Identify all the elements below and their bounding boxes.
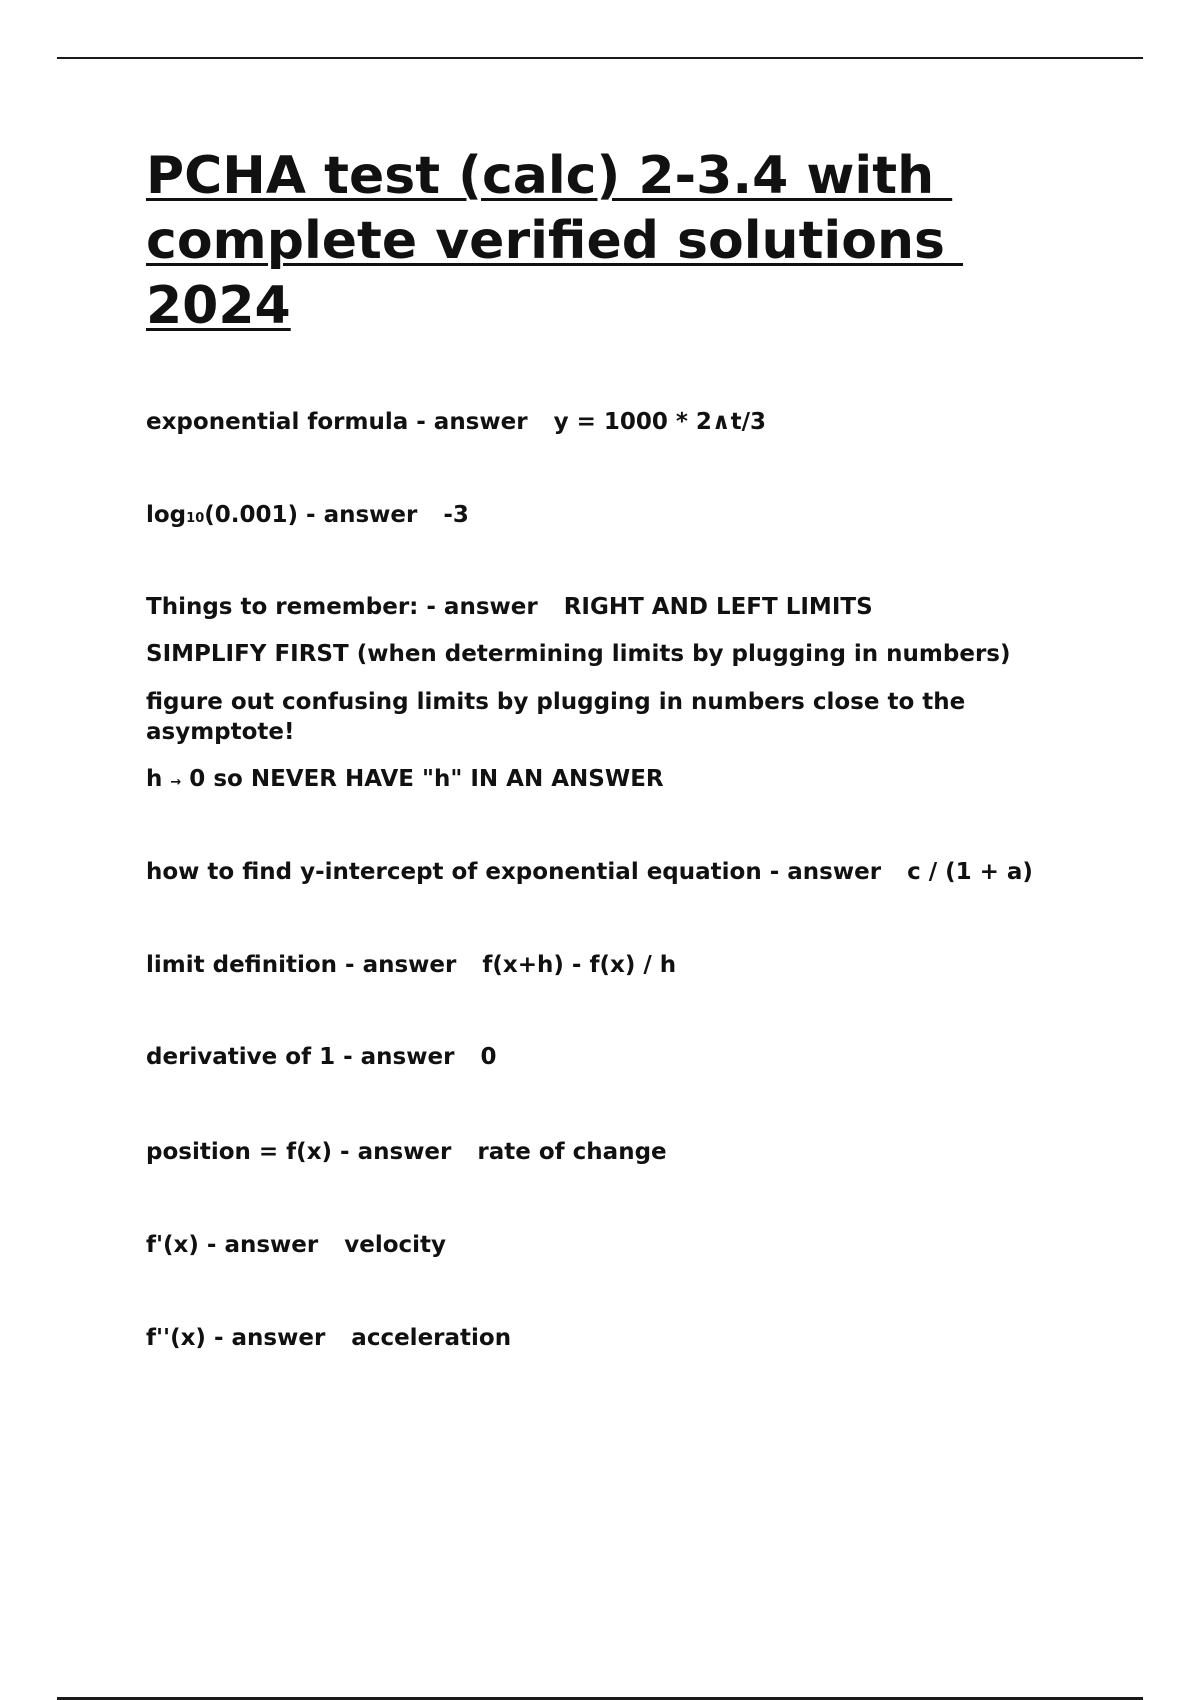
answer-text: rate of change [477,1139,667,1165]
qa-item-y-intercept [146,857,1033,887]
answer-text: RIGHT AND LEFT LIMITS [563,594,873,620]
qa-item-log [146,500,469,534]
answer-continuation [146,764,664,798]
answer-text: f(x+h) - f(x) / h [482,952,677,978]
answer-text: y = 1000 * 2∧t/3 [553,409,766,435]
qa-item-first-derivative [146,1230,446,1260]
question-text: derivative of 1 - answer [146,1044,455,1070]
answer-text: 0 so NEVER HAVE "h" IN AN ANSWER [181,766,664,792]
answer-continuation: SIMPLIFY FIRST (when determining limits by plugging in numbers) [146,641,1011,667]
question-text: position = f(x) - answer [146,1139,452,1165]
question-text: f'(x) - answer [146,1232,319,1258]
qa-item-second-derivative [146,1323,511,1353]
answer-text: acceleration [351,1325,512,1351]
answer-text: h [146,766,171,792]
question-text: how to find y-intercept of exponential equation - answer [146,859,882,885]
answer-text: -3 [443,502,469,528]
log-subscript: 10 [186,511,205,526]
title-line: 2024 [146,276,291,336]
answer-continuation: figure out confusing limits by plugging in numbers close to the asymptote! [146,689,966,745]
title-line: complete verified solutions [146,211,964,271]
question-text: exponential formula - answer [146,409,528,435]
question-text: limit definition - answer [146,952,457,978]
answer-text: velocity [344,1232,447,1258]
qa-item-limit-definition [146,950,676,980]
top-rule [57,57,1143,59]
question-text: (0.001) - answer [204,502,418,528]
answer-text: 0 [480,1044,497,1070]
question-text: log [146,502,187,528]
question-text: f''(x) - answer [146,1325,326,1351]
arrow-symbol: → [170,775,182,790]
document-title [146,144,1046,339]
qa-item-position [146,1137,667,1167]
qa-item-derivative-of-1 [146,1042,496,1072]
qa-item-things-to-remember [146,592,873,622]
qa-item-exponential-formula [146,407,766,437]
title-line: PCHA test (calc) 2-3.4 with [146,146,953,206]
answer-text: c / (1 + a) [907,859,1033,885]
question-text: Things to remember: - answer [146,594,538,620]
